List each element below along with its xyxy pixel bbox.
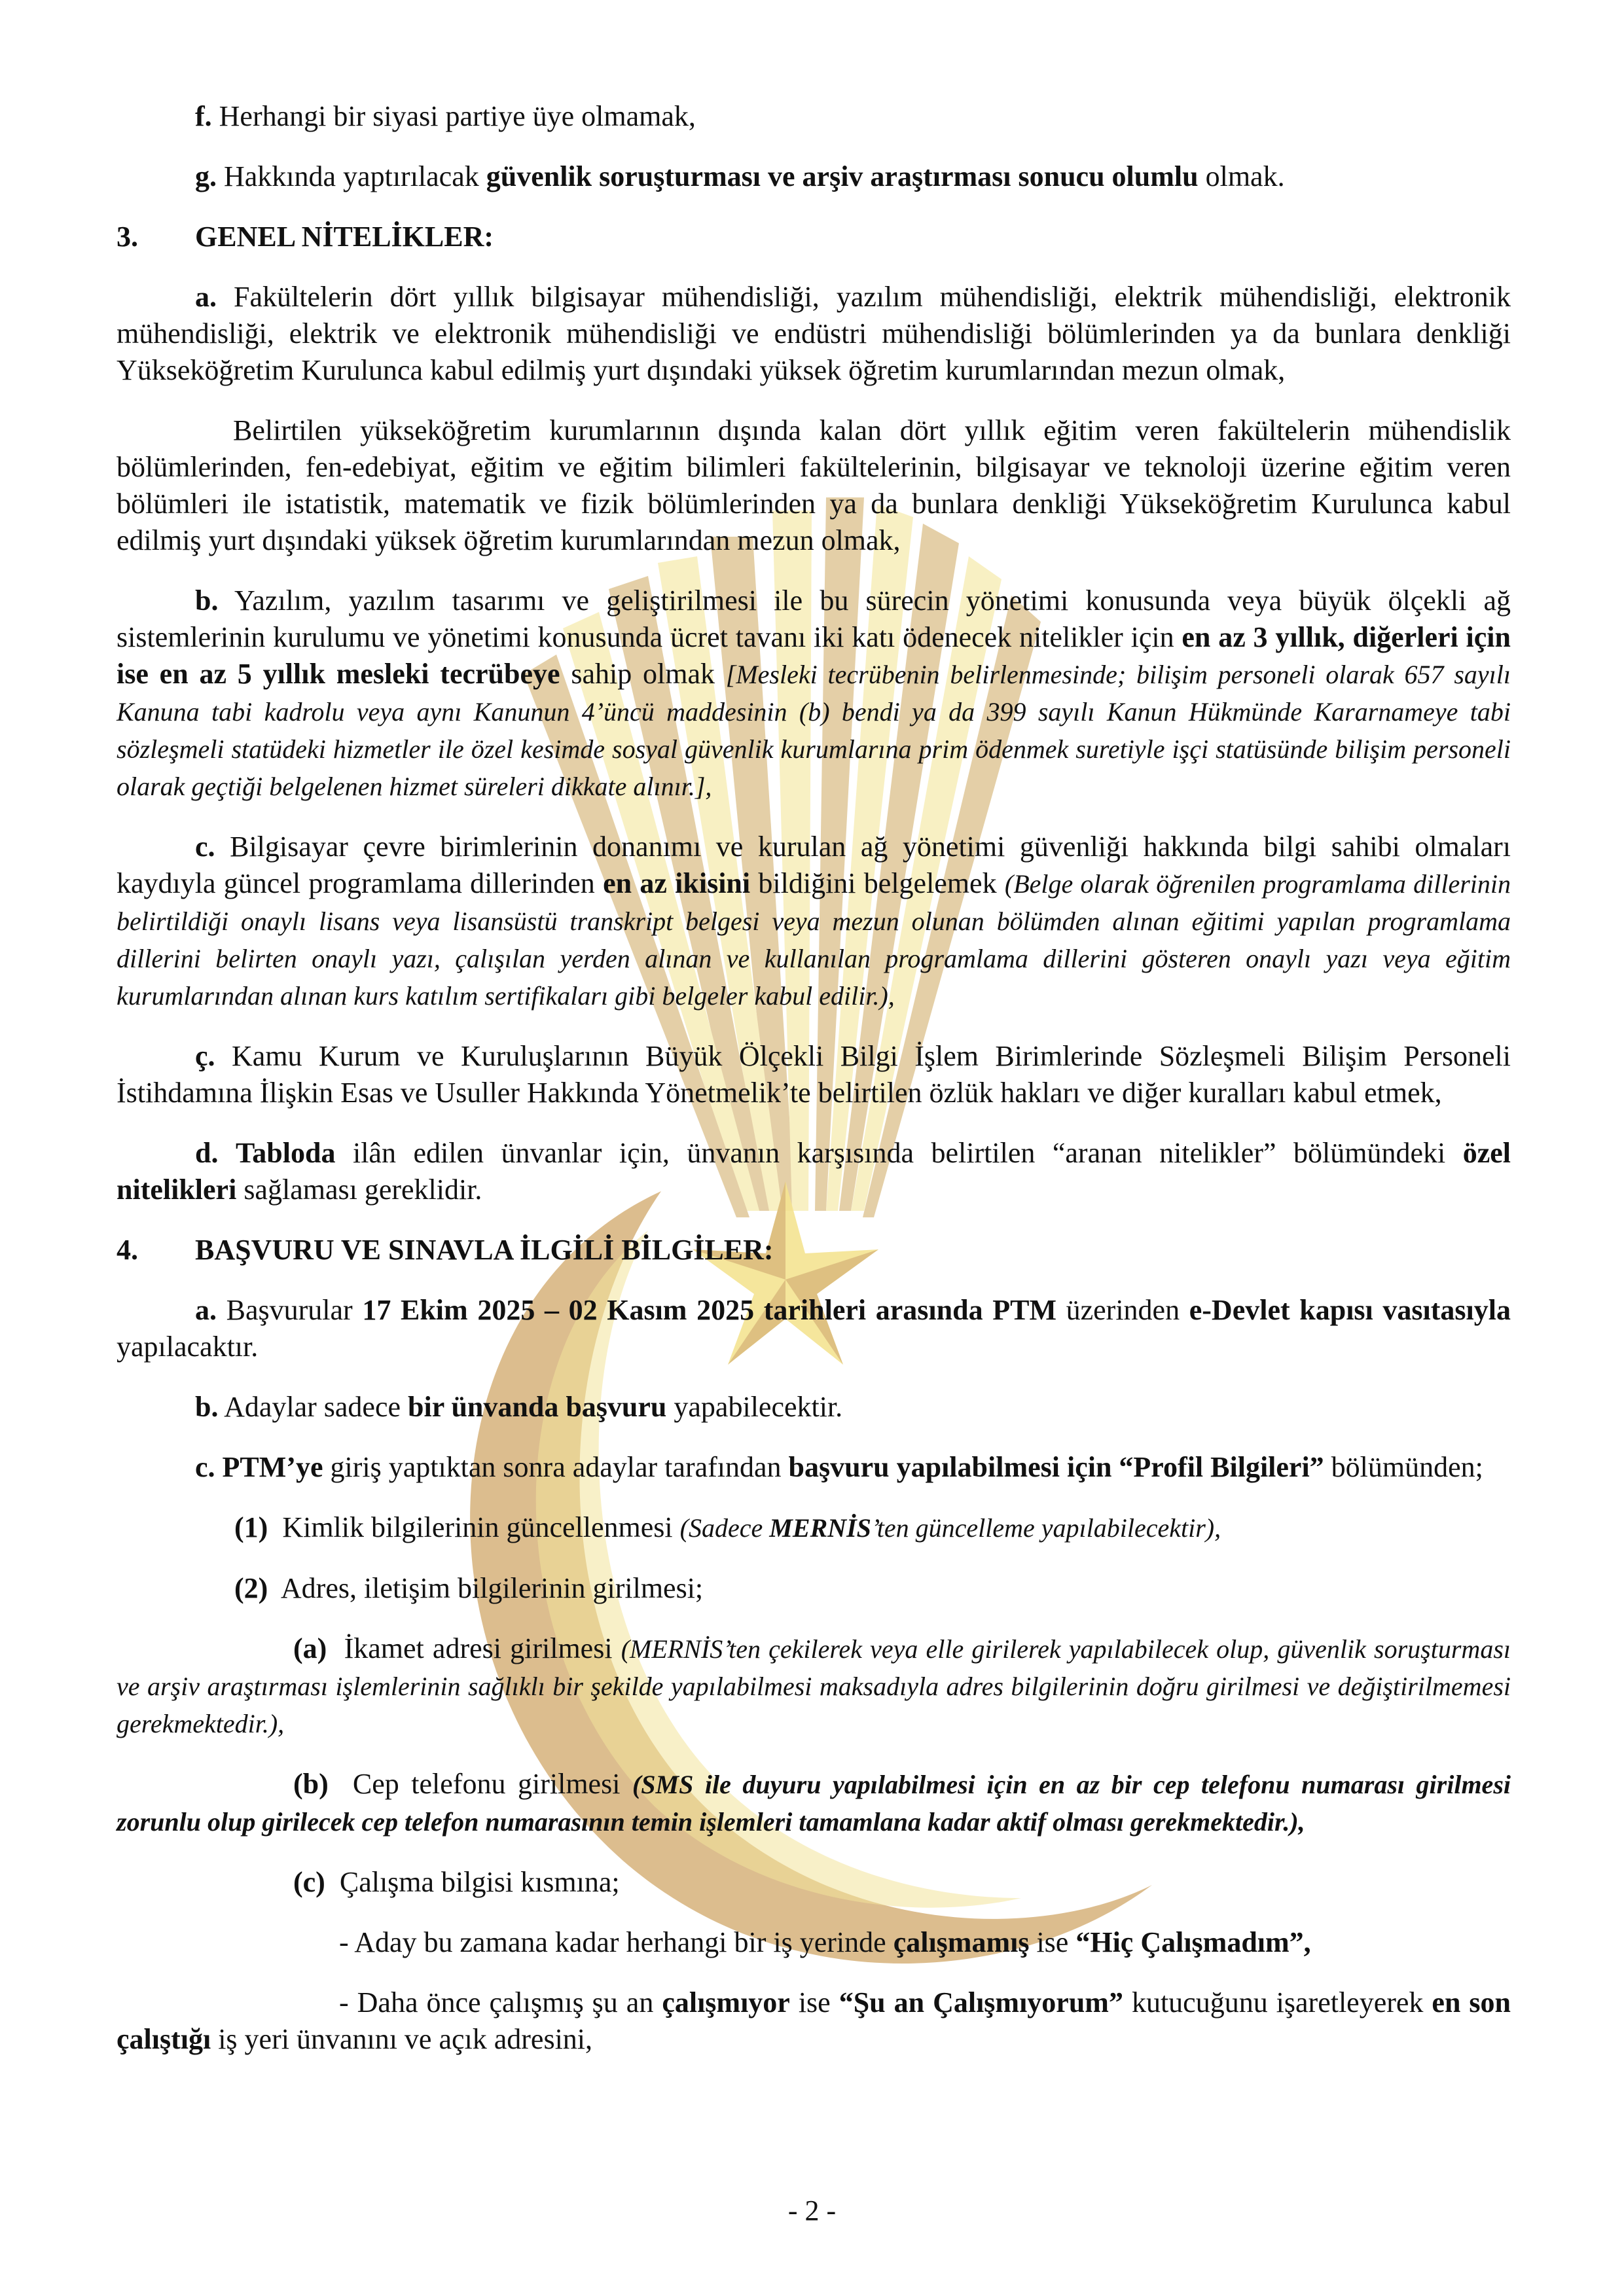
dash-item-2: - Daha önce çalışmış şu an çalışmıyor ise “Şu an Çalışmıyorum” kutucuğunu işaretleyerek en son çalıştığı iş yeri ünvanını ve açık adresini, — [117, 1986, 1511, 2055]
item-3b: b. Yazılım, yazılım tasarımı ve geliştirilmesi ile bu sürecin yönetimi konusunda veya büyük ölçekli ağ sistemlerinin kurulumu ve yönetimi konusunda ücret tavanı iki katı ödenecek nitelikler için en az 3 yıllık, diğerleri için ise en az 5 yıllık mesleki tecrübeye sahip olmak [Mesleki tecrübenin belirlenmesinde; bilişim personeli olarak 657 sayılı Kanuna tabi kadrolu veya aynı Kanunun 4’üncü maddesinin (b) bendi ya da 399 sayılı Kanun Hükmünde Kararnameye tabi sözleşmeli statüdeki hizmetler ile özel kesimde sosyal güvenlik kurumlarına prim ödenmek suretiyle işçi statüsünde bilişim personeli olarak geçtiği belgelenen hizmet süreleri dikkate alınır.], — [117, 584, 1511, 801]
item-3c: c. Bilgisayar çevre birimlerinin donanımı ve kurulan ağ yönetimi güvenliği hakkında bilgi sahibi olmaları kaydıyla güncel programlama dillerinden en az ikisini bildiğini belgelemek (Belge olarak öğrenilen programlama dillerinin belirtildiği onaylı lisans veya lisansüstü transkript belgesi veya mezun olunan bölümden alınan eğitimi yapılan programlama dillerini belirten onaylı yazı, çalışılan yerden alınan ve kullanılan programlama dillerini gösteren onaylı yazı veya eğitim kurumlarından alınan kurs katılım sertifikaları gibi belgeler kabul edilir.), — [117, 831, 1511, 1011]
item-label: g. — [195, 160, 217, 192]
subitem-b: (b) Cep telefonu girilmesi (SMS ile duyuru yapılabilmesi için en az bir cep telefonu numarası girilmesi zorunlu olup girilecek cep telefon numarasının temin işlemleri tamamlana kadar aktif olması gerekmektedir.), — [117, 1768, 1511, 1837]
subitem-a: (a) İkamet adresi girilmesi (MERNİS’ten çekilerek veya elle girilerek yapılabilecek olup, güvenlik soruşturması ve arşiv araştırması işlemlerinin sağlıklı bir şekilde yapılabilmesi maksadıyla adres bilgilerinin doğru girilmesi ve değiştirilmemesi gerekmektedir.), — [117, 1632, 1511, 1738]
item-3cc: ç. Kamu Kurum ve Kuruluşlarının Büyük Ölçekli Bilgi İşlem Birimlerinde Sözleşmeli Bilişim Personeli İstihdamına İlişkin Esas ve Usuller Hakkında Yönetmelik’te belirtilen özlük hakları ve diğer kuralları kabul etmek, — [117, 1040, 1511, 1109]
subitem-1: (1) Kimlik bilgilerinin güncellenmesi (Sadece MERNİS’ten güncelleme yapılabilecektir), — [234, 1511, 1221, 1543]
document-body — [117, 98, 1511, 2058]
item-3a: a. Fakültelerin dört yıllık bilgisayar mühendisliği, yazılım mühendisliği, elektrik mühendisliği, elektronik mühendisliği, elektrik ve elektronik mühendisliği ve endüstri mühendisliği bölümlerinden ya da bunlara denkliği Yükseköğretim Kurulunca kabul edilmiş yurt dışındaki yüksek öğretim kurumlarından mezun olmak, — [117, 281, 1511, 386]
item-text: Herhangi bir siyasi partiye üye olmamak, — [219, 100, 696, 132]
page-number: - 2 - — [787, 2195, 837, 2227]
dash-item-1: - Aday bu zamana kadar herhangi bir iş yerinde çalışmamış ise “Hiç Çalışmadım”, — [339, 1926, 1311, 1958]
item-label: f. — [195, 100, 212, 132]
item-4a: a. Başvurular 17 Ekim 2025 – 02 Kasım 2025 tarihleri arasında PTM üzerinden e-Devlet kapısı vasıtasıyla yapılacaktır. — [117, 1294, 1511, 1363]
subitem-2: (2) Adres, iletişim bilgilerinin girilmesi; — [234, 1572, 704, 1604]
paragraph-belirtilen: Belirtilen yükseköğretim kurumlarının dışında kalan dört yıllık eğitim veren fakültelerin mühendislik bölümlerinden, fen-edebiyat, eğitim ve eğitim bilimleri fakültelerinin, bilgisayar ve teknoloji üzerine eğitim veren bölümleri ile istatistik, matematik ve fizik bölümlerinden ya da bunlara denkliği Yükseköğretim Kurulunca kabul edilmiş yurt dışındaki yüksek öğretim kurumlarından mezun olmak, — [117, 414, 1511, 556]
item-3d: d. Tabloda ilân edilen ünvanlar için, ünvanın karşısında belirtilen “aranan nitelikler” bölümündeki özel nitelikleri sağlaması gereklidir. — [117, 1137, 1511, 1206]
section-heading-4: 4. BAŞVURU VE SINAVLA İLGİLİ BİLGİLER: — [117, 1234, 774, 1266]
item-4c: c. PTM’ye giriş yaptıktan sonra adaylar tarafından başvuru yapılabilmesi için “Profil Bilgileri” bölümünden; — [195, 1451, 1483, 1483]
item-g: g. Hakkında yaptırılacak güvenlik soruşturması ve arşiv araştırması sonucu olumlu olmak. — [195, 160, 1285, 192]
item-f — [117, 98, 1511, 135]
subitem-c: (c) Çalışma bilgisi kısmına; — [293, 1866, 620, 1898]
section-heading-3: 3. GENEL NİTELİKLER: — [117, 221, 494, 253]
item-4b: b. Adaylar sadece bir ünvanda başvuru yapabilecektir. — [195, 1391, 843, 1423]
